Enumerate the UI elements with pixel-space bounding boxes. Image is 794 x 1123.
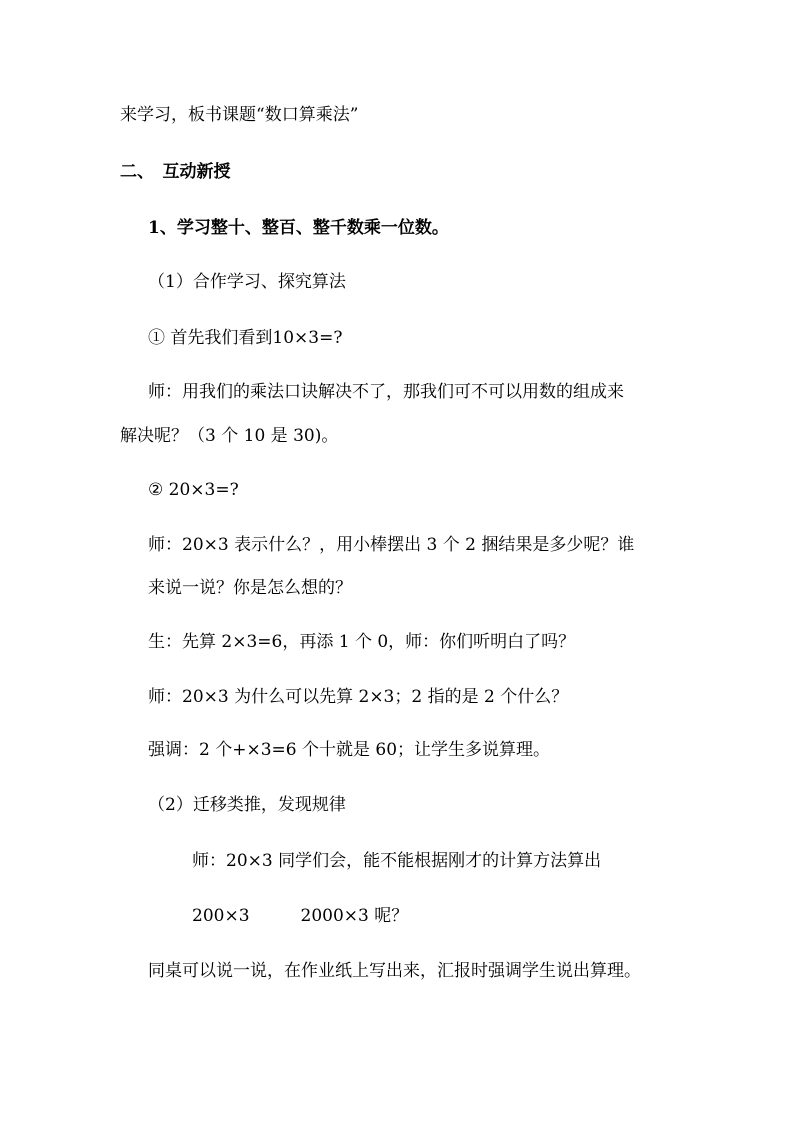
section-heading: 二、 互动新授 bbox=[120, 162, 231, 182]
subsection-heading: 1、学习整十、整百、整千数乘一位数。 bbox=[148, 218, 449, 238]
text-line-continuation: 来学习，板书课题“数口算乘法” bbox=[120, 105, 359, 125]
text-line: 师：20×3 表示什么？，用小棒摆出 3 个 2 捆结果是多少呢？谁 bbox=[148, 535, 635, 555]
text-line: 同桌可以说一说，在作业纸上写出来，汇报时强调学生说出算理。 bbox=[148, 961, 641, 981]
text-line: 师：用我们的乘法口诀解决不了，那我们可不可以用数的组成来 bbox=[148, 382, 624, 402]
text-line: 生：先算 2×3=6，再添 1 个 0，师：你们听明白了吗？ bbox=[148, 632, 576, 652]
text-line: 师：20×3 同学们会，能不能根据刚才的计算方法算出 bbox=[192, 851, 602, 871]
step-heading: （1）合作学习、探究算法 bbox=[148, 272, 346, 292]
text-line: 师：20×3 为什么可以先算 2×3；2 指的是 2 个什么？ bbox=[148, 687, 569, 707]
text-line: 解决呢？（3 个 10 是 30)。 bbox=[120, 426, 339, 446]
text-line: 强调：2 个+×3=6 个十就是 60；让学生多说算理。 bbox=[148, 740, 551, 760]
text-line: ① 首先我们看到10×3=? bbox=[148, 328, 343, 348]
text-line: 来说一说？你是怎么想的？ bbox=[148, 578, 352, 598]
step-heading: （2）迁移类推，发现规律 bbox=[148, 795, 346, 815]
text-line: 200×3 2000×3 呢？ bbox=[192, 906, 409, 926]
text-line: ② 20×3=? bbox=[148, 480, 239, 500]
